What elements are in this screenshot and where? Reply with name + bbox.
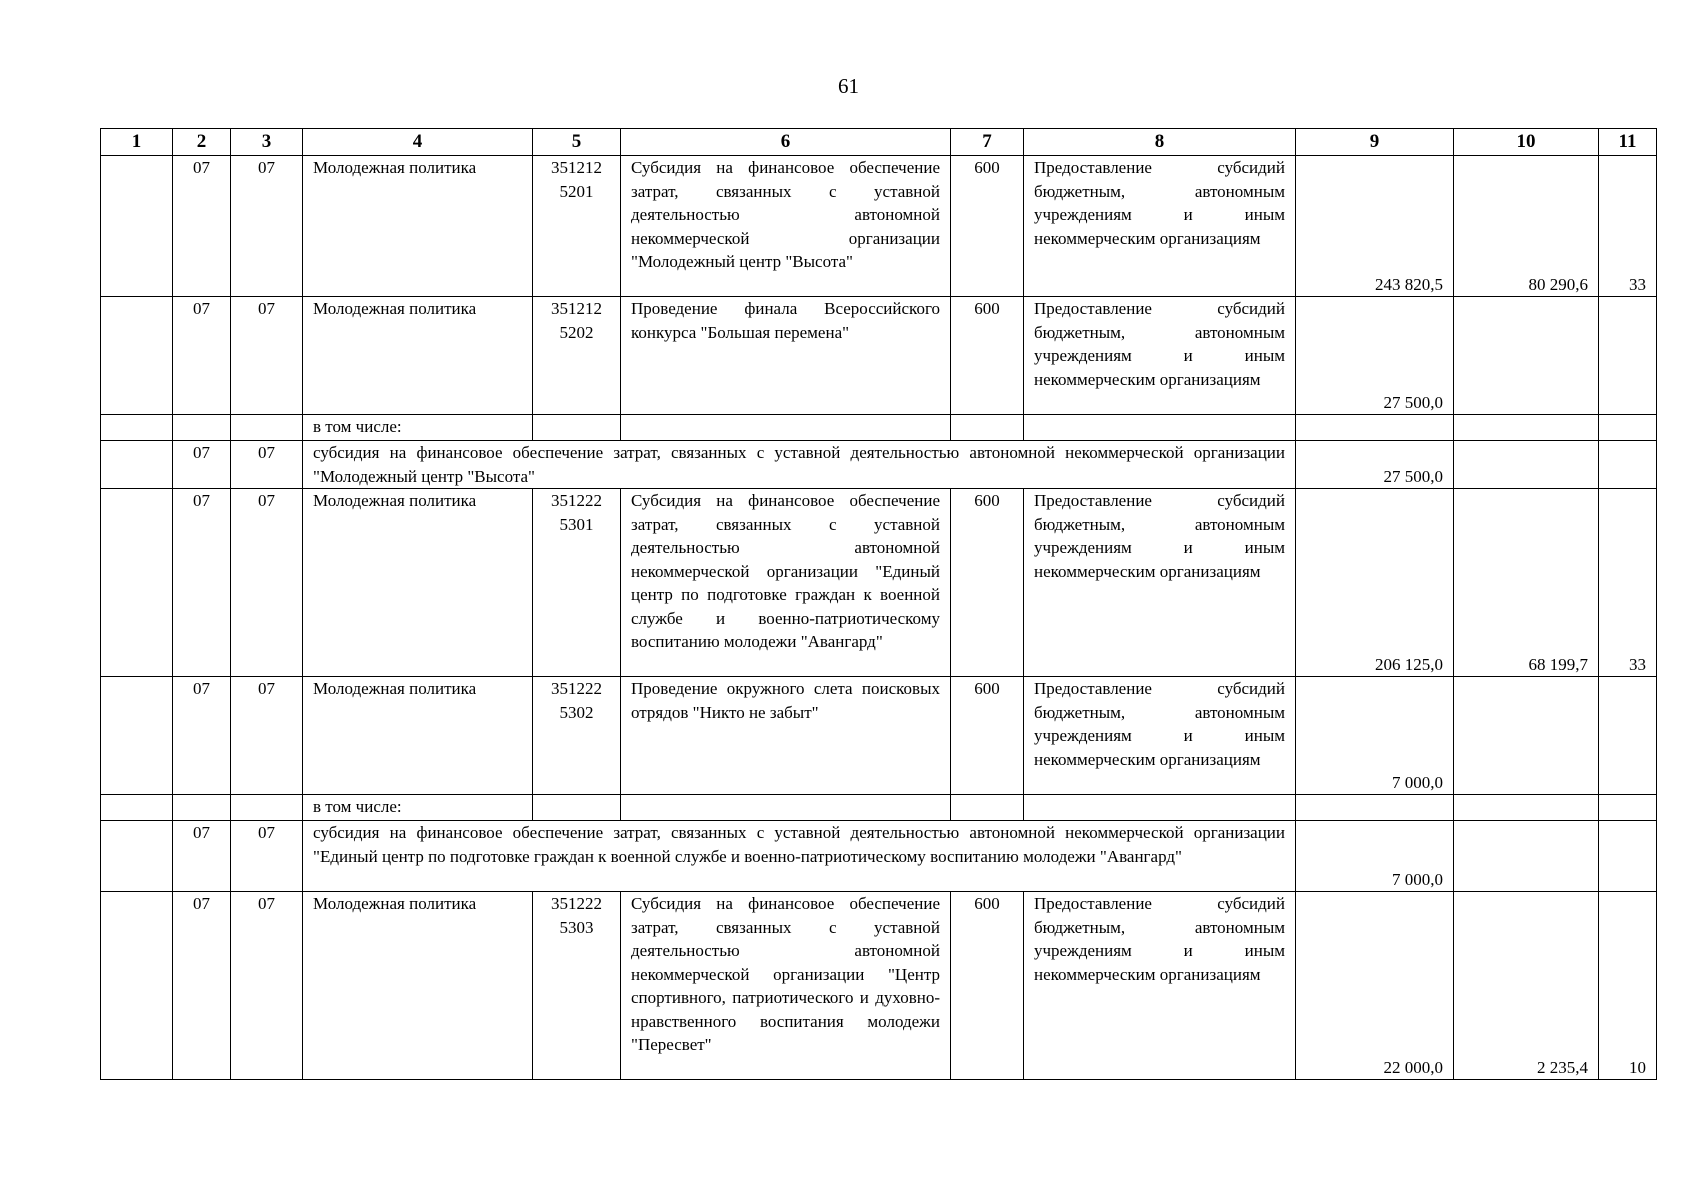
expense-type-code: 600 [951, 297, 1024, 415]
col-header: 4 [303, 129, 533, 156]
expense-description: Субсидия на финансовое обеспечение затрат, связанных с уставной деятельностью автономной некоммерческой организации "Единый центр по подготовке граждан к военной службе и военно-патриотическому воспитанию молодежи "Авангард" [621, 489, 951, 677]
expense-description: Проведение финала Всероссийского конкурса "Большая перемена" [621, 297, 951, 415]
percent-executed [1599, 297, 1657, 415]
program-name: Молодежная политика [303, 677, 533, 795]
amount-total: 22 000,0 [1296, 892, 1454, 1080]
col-header: 8 [1024, 129, 1296, 156]
target-code: 351212 5201 [533, 156, 621, 297]
subsection-code: 07 [231, 156, 303, 297]
amount-executed: 80 290,6 [1454, 156, 1599, 297]
section-code: 07 [173, 441, 231, 489]
expense-type-name: Предоставление субсидий бюджетным, автономным учреждениям и иным некоммерческим организациям [1024, 677, 1296, 795]
col-header: 11 [1599, 129, 1657, 156]
page-number: 61 [838, 74, 859, 98]
section-code: 07 [173, 892, 231, 1080]
expense-type-name: Предоставление субсидий бюджетным, автономным учреждениям и иным некоммерческим организациям [1024, 489, 1296, 677]
col-header: 9 [1296, 129, 1454, 156]
target-code: 351222 5303 [533, 892, 621, 1080]
section-code: 07 [173, 297, 231, 415]
subsection-code: 07 [231, 892, 303, 1080]
expense-type-name: Предоставление субсидий бюджетным, автономным учреждениям и иным некоммерческим организациям [1024, 156, 1296, 297]
amount-executed [1454, 297, 1599, 415]
table-row [101, 489, 1657, 677]
subsection-code: 07 [231, 441, 303, 489]
including-label: в том числе: [303, 795, 533, 821]
subsection-code: 07 [231, 677, 303, 795]
including-row [101, 795, 1657, 821]
section-code: 07 [173, 489, 231, 677]
col-header: 5 [533, 129, 621, 156]
expense-type-code: 600 [951, 489, 1024, 677]
col-header: 7 [951, 129, 1024, 156]
amount-total: 27 500,0 [1296, 297, 1454, 415]
target-code: 351212 5202 [533, 297, 621, 415]
amount-total: 206 125,0 [1296, 489, 1454, 677]
subsection-code: 07 [231, 297, 303, 415]
target-code: 351222 5302 [533, 677, 621, 795]
col-header: 6 [621, 129, 951, 156]
program-name: Молодежная политика [303, 489, 533, 677]
amount-total: 7 000,0 [1296, 677, 1454, 795]
percent-executed: 10 [1599, 892, 1657, 1080]
subitem-row [101, 441, 1657, 489]
amount-total: 243 820,5 [1296, 156, 1454, 297]
percent-executed [1599, 677, 1657, 795]
program-name: Молодежная политика [303, 156, 533, 297]
expense-type-name: Предоставление субсидий бюджетным, автономным учреждениям и иным некоммерческим организациям [1024, 892, 1296, 1080]
expense-description: Субсидия на финансовое обеспечение затрат, связанных с уставной деятельностью автономной некоммерческой организации "Молодежный центр "Высота" [621, 156, 951, 297]
col-header: 2 [173, 129, 231, 156]
amount-executed: 2 235,4 [1454, 892, 1599, 1080]
expense-type-name: Предоставление субсидий бюджетным, автономным учреждениям и иным некоммерческим организациям [1024, 297, 1296, 415]
col-header: 3 [231, 129, 303, 156]
expense-type-code: 600 [951, 677, 1024, 795]
program-name: Молодежная политика [303, 892, 533, 1080]
amount-total: 27 500,0 [1296, 441, 1454, 489]
percent-executed: 33 [1599, 156, 1657, 297]
subsection-code: 07 [231, 821, 303, 892]
expense-description: Проведение окружного слета поисковых отрядов "Никто не забыт" [621, 677, 951, 795]
subitem-description: субсидия на финансовое обеспечение затрат, связанных с уставной деятельностью автономной некоммерческой организации "Единый центр по подготовке граждан к военной службе и военно-патриотическому воспитанию молодежи "Авангард" [303, 821, 1296, 892]
amount-executed [1454, 677, 1599, 795]
expense-type-code: 600 [951, 156, 1024, 297]
header-row [101, 129, 1657, 156]
table-row [101, 677, 1657, 795]
col-header: 1 [101, 129, 173, 156]
table-row [101, 297, 1657, 415]
col-header: 10 [1454, 129, 1599, 156]
including-row [101, 415, 1657, 441]
expense-type-code: 600 [951, 892, 1024, 1080]
program-name: Молодежная политика [303, 297, 533, 415]
expense-description: Субсидия на финансовое обеспечение затрат, связанных с уставной деятельностью автономной некоммерческой организации "Центр спортивного, патриотического и духовно-нравственного воспитания молодежи "Пересвет" [621, 892, 951, 1080]
table-row [101, 892, 1657, 1080]
percent-executed: 33 [1599, 489, 1657, 677]
subsection-code: 07 [231, 489, 303, 677]
section-code: 07 [173, 677, 231, 795]
amount-total: 7 000,0 [1296, 821, 1454, 892]
including-label: в том числе: [303, 415, 533, 441]
subitem-description: субсидия на финансовое обеспечение затрат, связанных с уставной деятельностью автономной некоммерческой организации "Молодежный центр "Высота" [303, 441, 1296, 489]
subitem-row [101, 821, 1657, 892]
section-code: 07 [173, 821, 231, 892]
table-body [101, 156, 1657, 1080]
table-row [101, 156, 1657, 297]
budget-table [100, 128, 1657, 1080]
target-code: 351222 5301 [533, 489, 621, 677]
amount-executed: 68 199,7 [1454, 489, 1599, 677]
section-code: 07 [173, 156, 231, 297]
